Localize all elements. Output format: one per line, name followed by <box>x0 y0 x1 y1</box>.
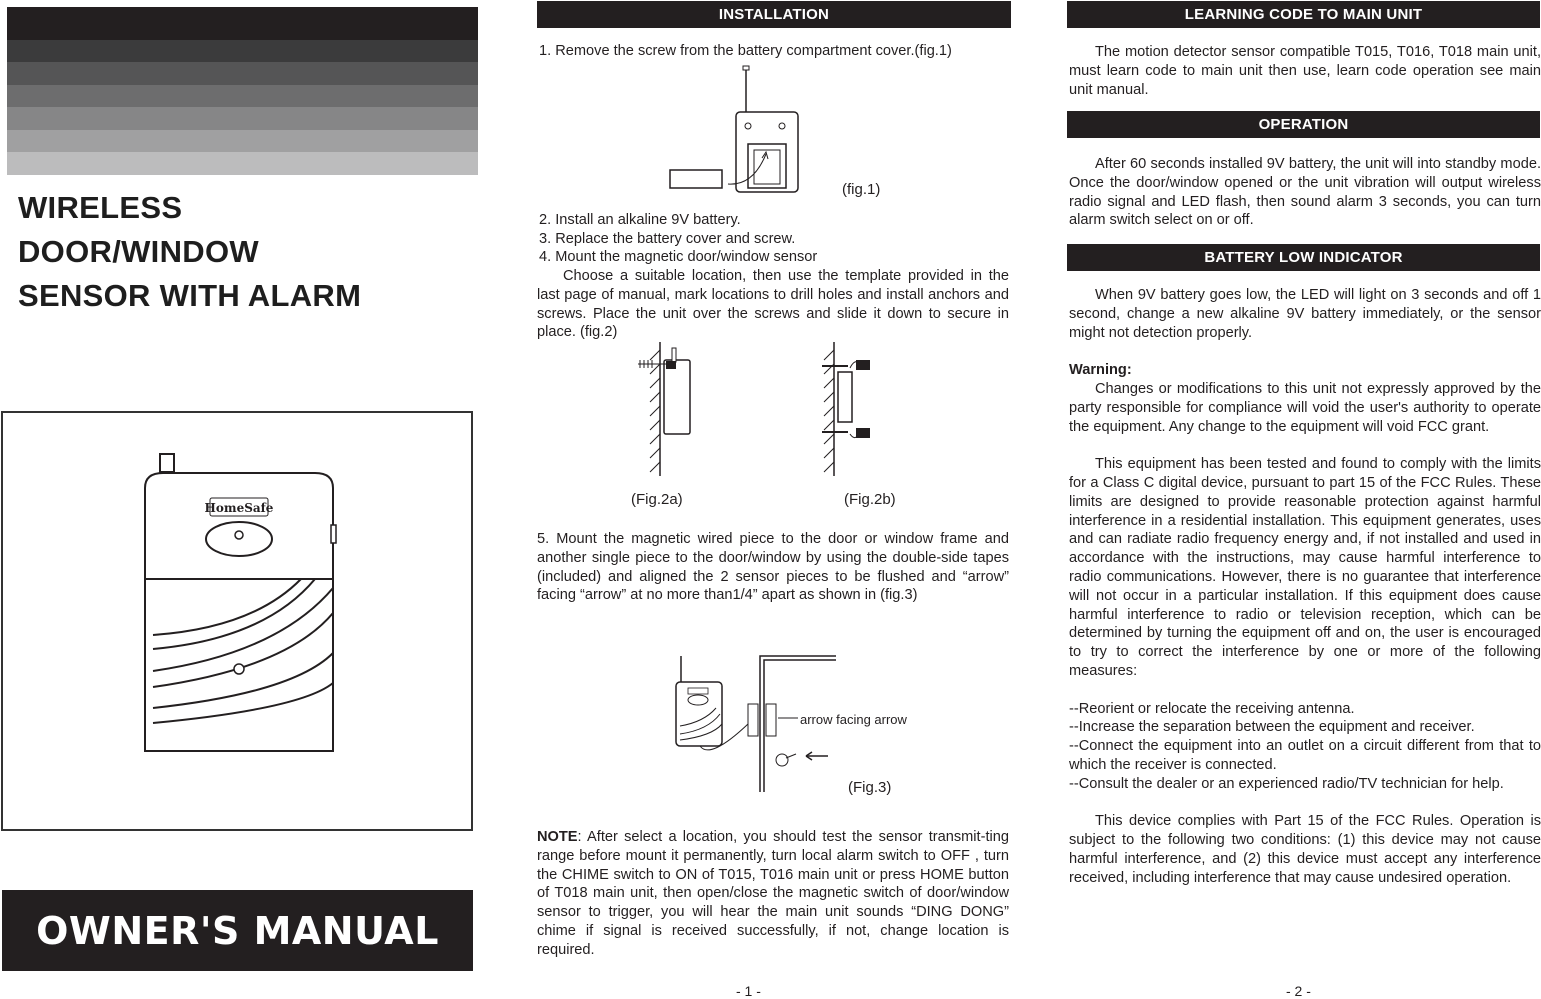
battery-low-header: BATTERY LOW INDICATOR <box>1067 244 1540 271</box>
note-paragraph <box>537 828 1009 960</box>
stripe <box>7 107 478 130</box>
fig3-caption: (Fig.3) <box>848 779 892 796</box>
note-body: : After select a location, you should test the sensor transmit-ting range before mount it permanently, turn local alarm switch to OFF , turn the CHIME switch to ON of T015, T016 main unit or press HOME button of T018 main unit, then open/close the magnetic switch of door/window sensor to trigger, you will hear the main unit sounds “DING DONG” chime if signal is received successfully, if not, change location is required. <box>537 829 1009 958</box>
installation-header: INSTALLATION <box>537 1 1011 28</box>
step-1: 1. Remove the screw from the battery compartment cover.(fig.1) <box>539 43 952 59</box>
stripe <box>7 152 478 175</box>
brand-logo: HomeSafe <box>204 501 274 515</box>
fig2b-screw-illustration <box>818 340 898 480</box>
cover-title-line: DOOR/WINDOW <box>18 234 259 269</box>
fig1-battery-illustration <box>668 66 828 196</box>
cover-title-line: SENSOR WITH ALARM <box>18 278 362 313</box>
measure-item: --Increase the separation between the equipment and receiver. <box>1069 719 1475 736</box>
part15-text: This device complies with Part 15 of the FCC Rules. Operation is subject to the following two conditions: (1) this device may not cause harmful interference, and (2) this device must accept any interference received, including interference that may cause undesired operation. <box>1069 813 1541 886</box>
step-4-body-text: Choose a suitable location, then use the template provided in the last page of manual, mark locations to drill holes and install anchors and screws. Place the unit over the screws and slide it down to secure in place. (fig.2) <box>537 268 1009 341</box>
page-number-1: - 1 - <box>736 983 761 999</box>
fcc-text: This equipment has been tested and found to comply with the limits for a Class C digital device, pursuant to part 15 of the FCC Rules. These limits are designed to provide reasonable protection against harmful interference in a residential installation. This equipment generates, uses and can radiate radio frequency energy and, if not installed and used in accordance with the instructions, may cause harmful interference to radio communications. However, there is no guarantee that interference will not occur in a particular installation. If this equipment does cause harmful interference to radio or television reception, which can be determined by turning the equipment off and on, the user is encouraged to try to correct the interference by one or more of the following measures: <box>1069 456 1541 679</box>
battery-low-text: When 9V battery goes low, the LED will light on 3 seconds and off 1 second, change a new alkaline 9V battery immediately, or the sensor might not detection properly. <box>1069 287 1541 341</box>
cover-title <box>18 186 361 318</box>
step-2: 2. Install an alkaline 9V battery. <box>539 212 741 228</box>
fig3-label: arrow facing arrow <box>800 712 907 727</box>
fig2a-wall-mount-illustration <box>630 340 710 480</box>
step-5-text: 5. Mount the magnetic wired piece to the door or window frame and another single piece to the door/window by using the double-side tapes (included) and aligned the 2 sensor pieces to be flushed and “arrow” facing “arrow” at no more than1/4” apart as shown in (fig.3) <box>537 531 1009 604</box>
warning-text: Changes or modifications to this unit not expressly approved by the party responsible for compliance will void the user's authority to operate the equipment. Any change to the equipment will void FCC grant. <box>1069 380 1541 435</box>
operation-header: OPERATION <box>1067 111 1540 138</box>
stripe <box>7 7 478 40</box>
sensor-device-illustration <box>3 413 475 833</box>
battery-low-body <box>1069 286 1541 888</box>
stripe <box>7 85 478 107</box>
fig1-caption: (fig.1) <box>842 181 881 198</box>
product-image-frame <box>1 411 473 831</box>
measure-item: --Reorient or relocate the receiving antenna. <box>1069 700 1355 717</box>
operation-text: After 60 seconds installed 9V battery, the unit will into standby mode. Once the door/window opened or the unit vibration will output wireless radio signal and LED flash, then sound alarm 3 seconds, you can turn alarm switch select on or off. <box>1069 156 1541 229</box>
operation-body <box>1069 155 1541 230</box>
fig2a-caption: (Fig.2a) <box>631 491 683 508</box>
fig2b-caption: (Fig.2b) <box>844 491 896 508</box>
owners-manual-banner: OWNER'S MANUAL <box>2 890 473 971</box>
learning-code-text: The motion detector sensor compatible T015, T016, T018 main unit, must learn code to main unit then use, learn code operation see main unit manual. <box>1069 44 1541 98</box>
step-4-body <box>537 267 1009 342</box>
learning-code-body <box>1069 43 1541 99</box>
measure-item: --Consult the dealer or an experienced radio/TV technician for help. <box>1069 775 1504 792</box>
note-label: NOTE <box>537 829 578 845</box>
stripe <box>7 62 478 85</box>
learning-code-header: LEARNING CODE TO MAIN UNIT <box>1067 1 1540 28</box>
stripe <box>7 130 478 152</box>
page-number-2: - 2 - <box>1286 983 1311 999</box>
step-4: 4. Mount the magnetic door/window sensor <box>539 249 818 265</box>
step-3: 3. Replace the battery cover and screw. <box>539 231 796 247</box>
measure-item: --Connect the equipment into an outlet on a circuit different from that to which the receiver is connected. <box>1069 738 1541 773</box>
step-5 <box>537 530 1009 605</box>
cover-title-line: WIRELESS <box>18 190 183 225</box>
warning-label: Warning: <box>1069 362 1132 379</box>
stripe <box>7 40 478 62</box>
